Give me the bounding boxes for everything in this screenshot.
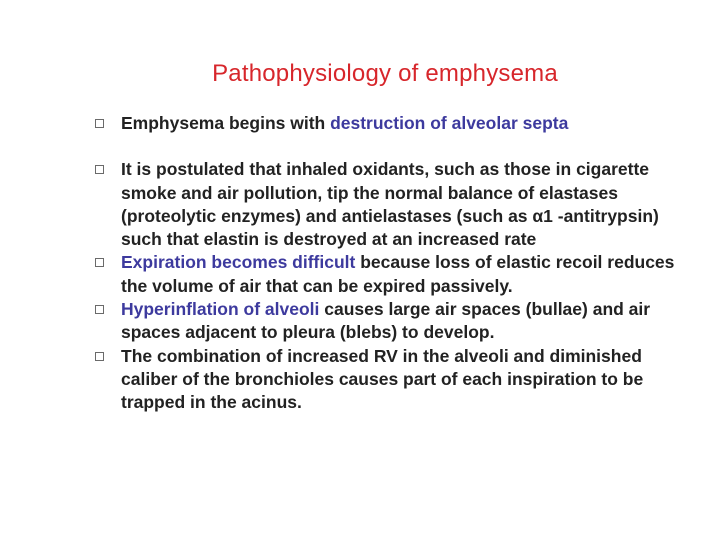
hollow-square-bullet-icon — [95, 352, 104, 361]
bullet-text-plain: It is postulated that inhaled oxidants, such as those in cigarette smoke and air pollution, tip the normal balance of elastases (proteolytic enzymes) and antielastases (such as α1 -antitrypsin) such that elastin is destroyed at an increased rate — [121, 159, 659, 250]
bullet-item-combination — [95, 345, 695, 415]
bullet-text-highlight: destruction of alveolar septa — [330, 113, 569, 133]
bullet-text-plain-after: causes large air spaces (bullae) and air spaces adjacent to pleura (blebs) to develop. — [121, 299, 651, 343]
hollow-square-bullet-icon — [95, 165, 104, 174]
bullet-text-plain: The combination of increased RV in the alveoli and diminished caliber of the bronchioles causes part of each inspiration to be trapped in the acinus. — [121, 345, 644, 413]
bullet-text-plain: Emphysema begins with — [121, 113, 331, 133]
bullet-item-expiration — [95, 251, 695, 298]
hollow-square-bullet-icon — [95, 258, 104, 267]
bullet-text-highlight: Expiration becomes difficult — [121, 252, 356, 273]
bullet-text-plain-after: because loss of elastic recoil reduces the volume of air that can be expired passively. — [121, 252, 675, 296]
slide-title: Pathophysiology of emphysema — [212, 60, 558, 87]
hollow-square-bullet-icon — [95, 119, 104, 128]
bullet-text-highlight: Hyperinflation of alveoli — [121, 299, 320, 320]
bullet-item-oxidants — [95, 158, 695, 251]
hollow-square-bullet-icon — [95, 305, 104, 314]
bullet-list — [95, 112, 695, 415]
bullet-item-destruction — [95, 112, 695, 135]
bullet-item-hyperinflation — [95, 298, 695, 345]
